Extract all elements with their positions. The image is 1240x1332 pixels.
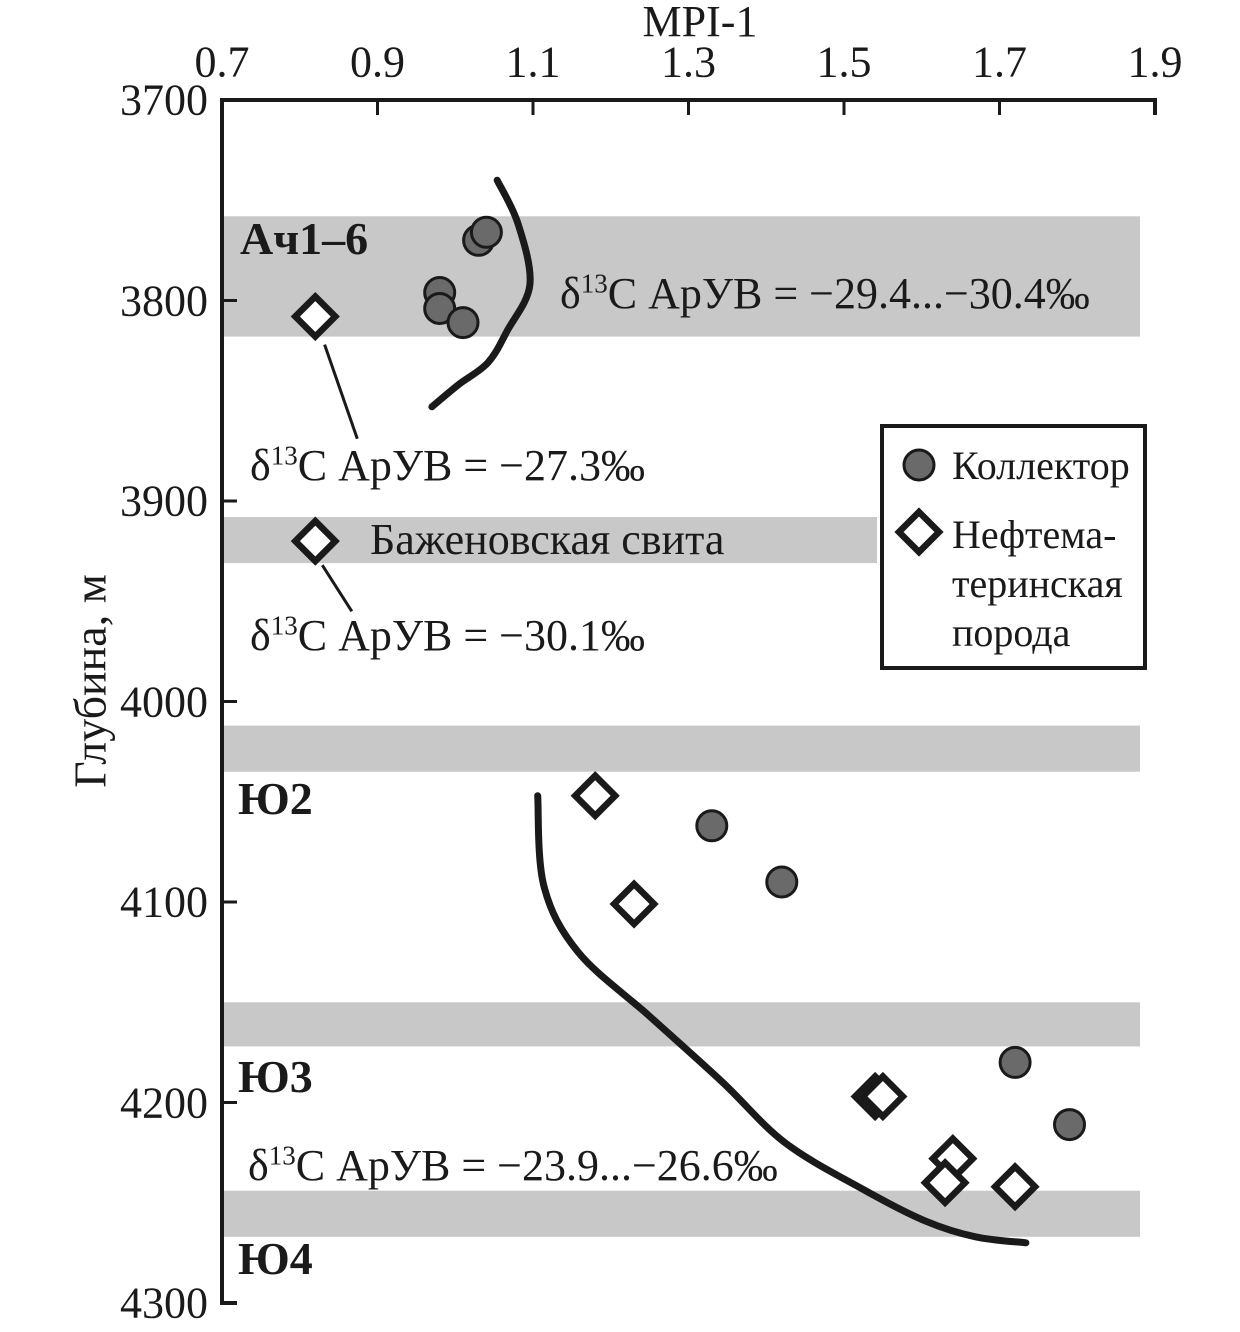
source-rock-point	[575, 776, 615, 816]
source-rock-marker-icon	[891, 504, 947, 560]
x-axis-title: MPI-1	[642, 0, 758, 46]
legend-label-line: теринская	[952, 561, 1123, 606]
annotation-sup: 13	[268, 1140, 296, 1171]
legend-label-line: Нефтема-	[952, 512, 1117, 557]
x-tick-label: 0.7	[194, 37, 250, 87]
collector-point	[1000, 1047, 1030, 1077]
legend-label-source-rock	[952, 510, 1123, 657]
y-axis-title: Глубина, м	[64, 574, 116, 788]
x-tick-label: 1.7	[972, 37, 1027, 87]
collector-point	[471, 217, 501, 247]
band-label-bazhenov: Баженовская свита	[370, 515, 725, 564]
annotation-d13c-ach-diamond	[250, 440, 645, 491]
y-tick-label: 3900	[120, 476, 208, 526]
y-tick-label: 3800	[120, 276, 208, 325]
annotation-delta: δ	[250, 441, 271, 490]
y-tick-label: 4200	[120, 1078, 208, 1127]
annotation-d13c-yu	[248, 1140, 778, 1191]
x-tick-label: 1.3	[661, 37, 716, 87]
collector-marker-icon	[899, 445, 939, 485]
annotation-text: C АрУВ = −27.3‰	[297, 441, 645, 490]
collector-point	[767, 867, 797, 897]
y-tick-label: 4000	[120, 677, 208, 726]
y-tick-label: 4100	[120, 877, 208, 927]
annotation-text: C АрУВ = −30.1‰	[297, 611, 645, 660]
collector-point	[697, 811, 727, 841]
annotation-text: C АрУВ = −29.4...−30.4‰	[607, 269, 1090, 318]
legend	[880, 424, 1147, 670]
band-label-yu2: Ю2	[238, 773, 313, 824]
annotation-delta: δ	[560, 269, 581, 318]
y-tick-label: 4300	[120, 1278, 208, 1328]
source-rock-point	[614, 884, 654, 924]
legend-label-line: порода	[952, 610, 1071, 655]
band-label-yu4: Ю4	[238, 1233, 313, 1284]
leader-line	[325, 345, 358, 439]
leader-line	[322, 565, 352, 611]
x-tick-label: 1.1	[505, 37, 561, 87]
band-label-yu3: Ю3	[238, 1051, 313, 1102]
annotation-delta: δ	[250, 611, 271, 660]
annotation-sup: 13	[580, 268, 608, 299]
annotation-d13c-ach	[560, 268, 1090, 319]
x-tick-label: 1.9	[1127, 37, 1183, 87]
band-label-ach1-6: Ач1–6	[240, 213, 369, 264]
annotation-text: C АрУВ = −23.9...−26.6‰	[295, 1141, 778, 1190]
annotation-d13c-bazhenov	[250, 610, 645, 661]
annotation-sup: 13	[270, 440, 298, 471]
annotation-sup: 13	[270, 610, 298, 641]
annotation-delta: δ	[248, 1141, 269, 1190]
depth-band	[222, 726, 1140, 772]
legend-label-collector: Коллектор	[952, 443, 1130, 488]
collector-point	[1055, 1110, 1085, 1140]
x-tick-label: 1.5	[816, 37, 872, 87]
x-tick-label: 0.9	[350, 37, 405, 87]
y-tick-label: 3700	[120, 75, 208, 125]
collector-point	[448, 308, 478, 338]
